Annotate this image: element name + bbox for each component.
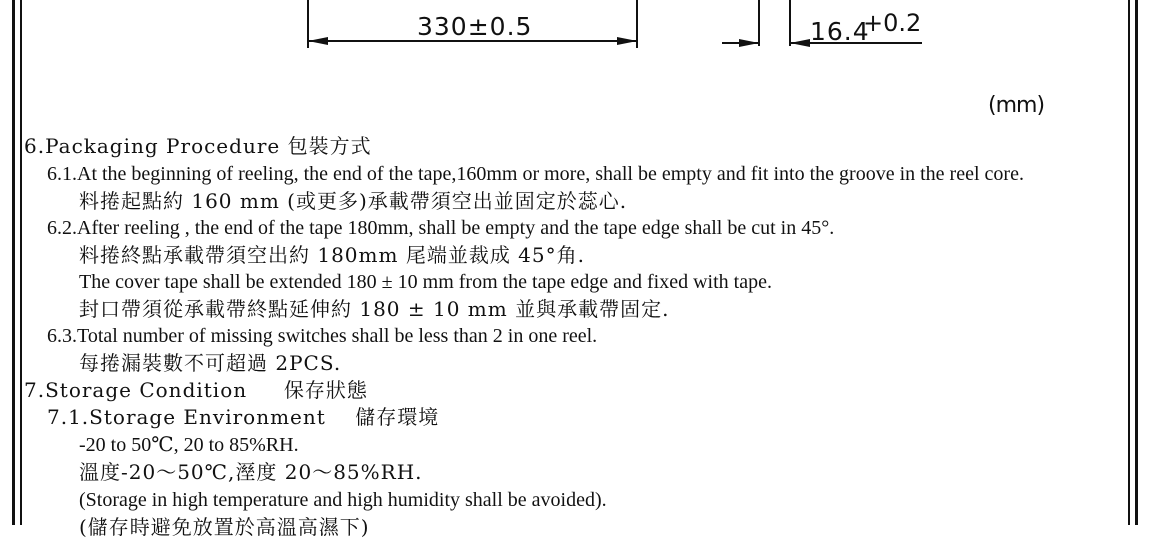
width-arrow-right: [790, 39, 810, 47]
item-6-2-cover-en: The cover tape shall be extended 180 ± 10 mm from the tape edge and fixed with tape.: [79, 271, 772, 293]
item-6-2-zh: 料捲終點承載帶須空出約 180mm 尾端並裁成 45°角.: [79, 243, 585, 267]
unit-label: (mm): [988, 93, 1045, 118]
item-6-2-cover-zh: 封口帶須從承載帶終點延伸約 180 ± 10 mm 並與承載帶固定.: [79, 297, 670, 321]
dimension-arrow-left: [308, 37, 328, 45]
item-6-2-en: 6.2.After reeling , the end of the tape 180mm, shall be empty and the tape edge shall be cut in 45°.: [47, 217, 835, 239]
section-heading-packaging: 6.Packaging Procedure 包裝方式: [24, 134, 372, 158]
section-heading-storage: 7.Storage Condition 保存狀態: [24, 378, 368, 402]
page-border-right-outer: [1135, 0, 1138, 525]
item-6-3-en: 6.3.Total number of missing switches shall be less than 2 in one reel.: [47, 325, 598, 347]
reel-diameter-label: 330±0.5: [417, 12, 533, 41]
reel-dimension-drawing: [0, 0, 1150, 60]
item-7-1-heading: 7.1.Storage Environment 儲存環境: [47, 405, 440, 429]
item-6-1-en: 6.1.At the beginning of reeling, the end of the tape,160mm or more, shall be empty and fit into the groove in the reel core.: [47, 163, 1024, 185]
storage-range-en: -20 to 50℃, 20 to 85%RH.: [79, 434, 299, 456]
page-border-left-inner: [20, 0, 22, 525]
width-arrow-left: [739, 39, 759, 47]
item-6-1-zh: 料捲起點約 160 mm (或更多)承載帶須空出並固定於蕊心.: [79, 189, 628, 213]
reel-width-tolerance: +0.2: [863, 9, 922, 37]
storage-range-zh: 溫度-20～50℃,溼度 20～85%RH.: [79, 460, 423, 484]
dimension-arrow-right: [617, 37, 637, 45]
reel-width-label: 16.4: [810, 17, 870, 46]
page-border-right-inner: [1128, 0, 1130, 525]
item-6-3-zh: 每捲漏裝數不可超過 2PCS.: [79, 351, 342, 375]
page-border-left-outer: [12, 0, 15, 525]
storage-note-en: (Storage in high temperature and high humidity shall be avoided).: [79, 489, 607, 511]
storage-note-zh: (儲存時避免放置於高溫高濕下): [79, 515, 370, 539]
